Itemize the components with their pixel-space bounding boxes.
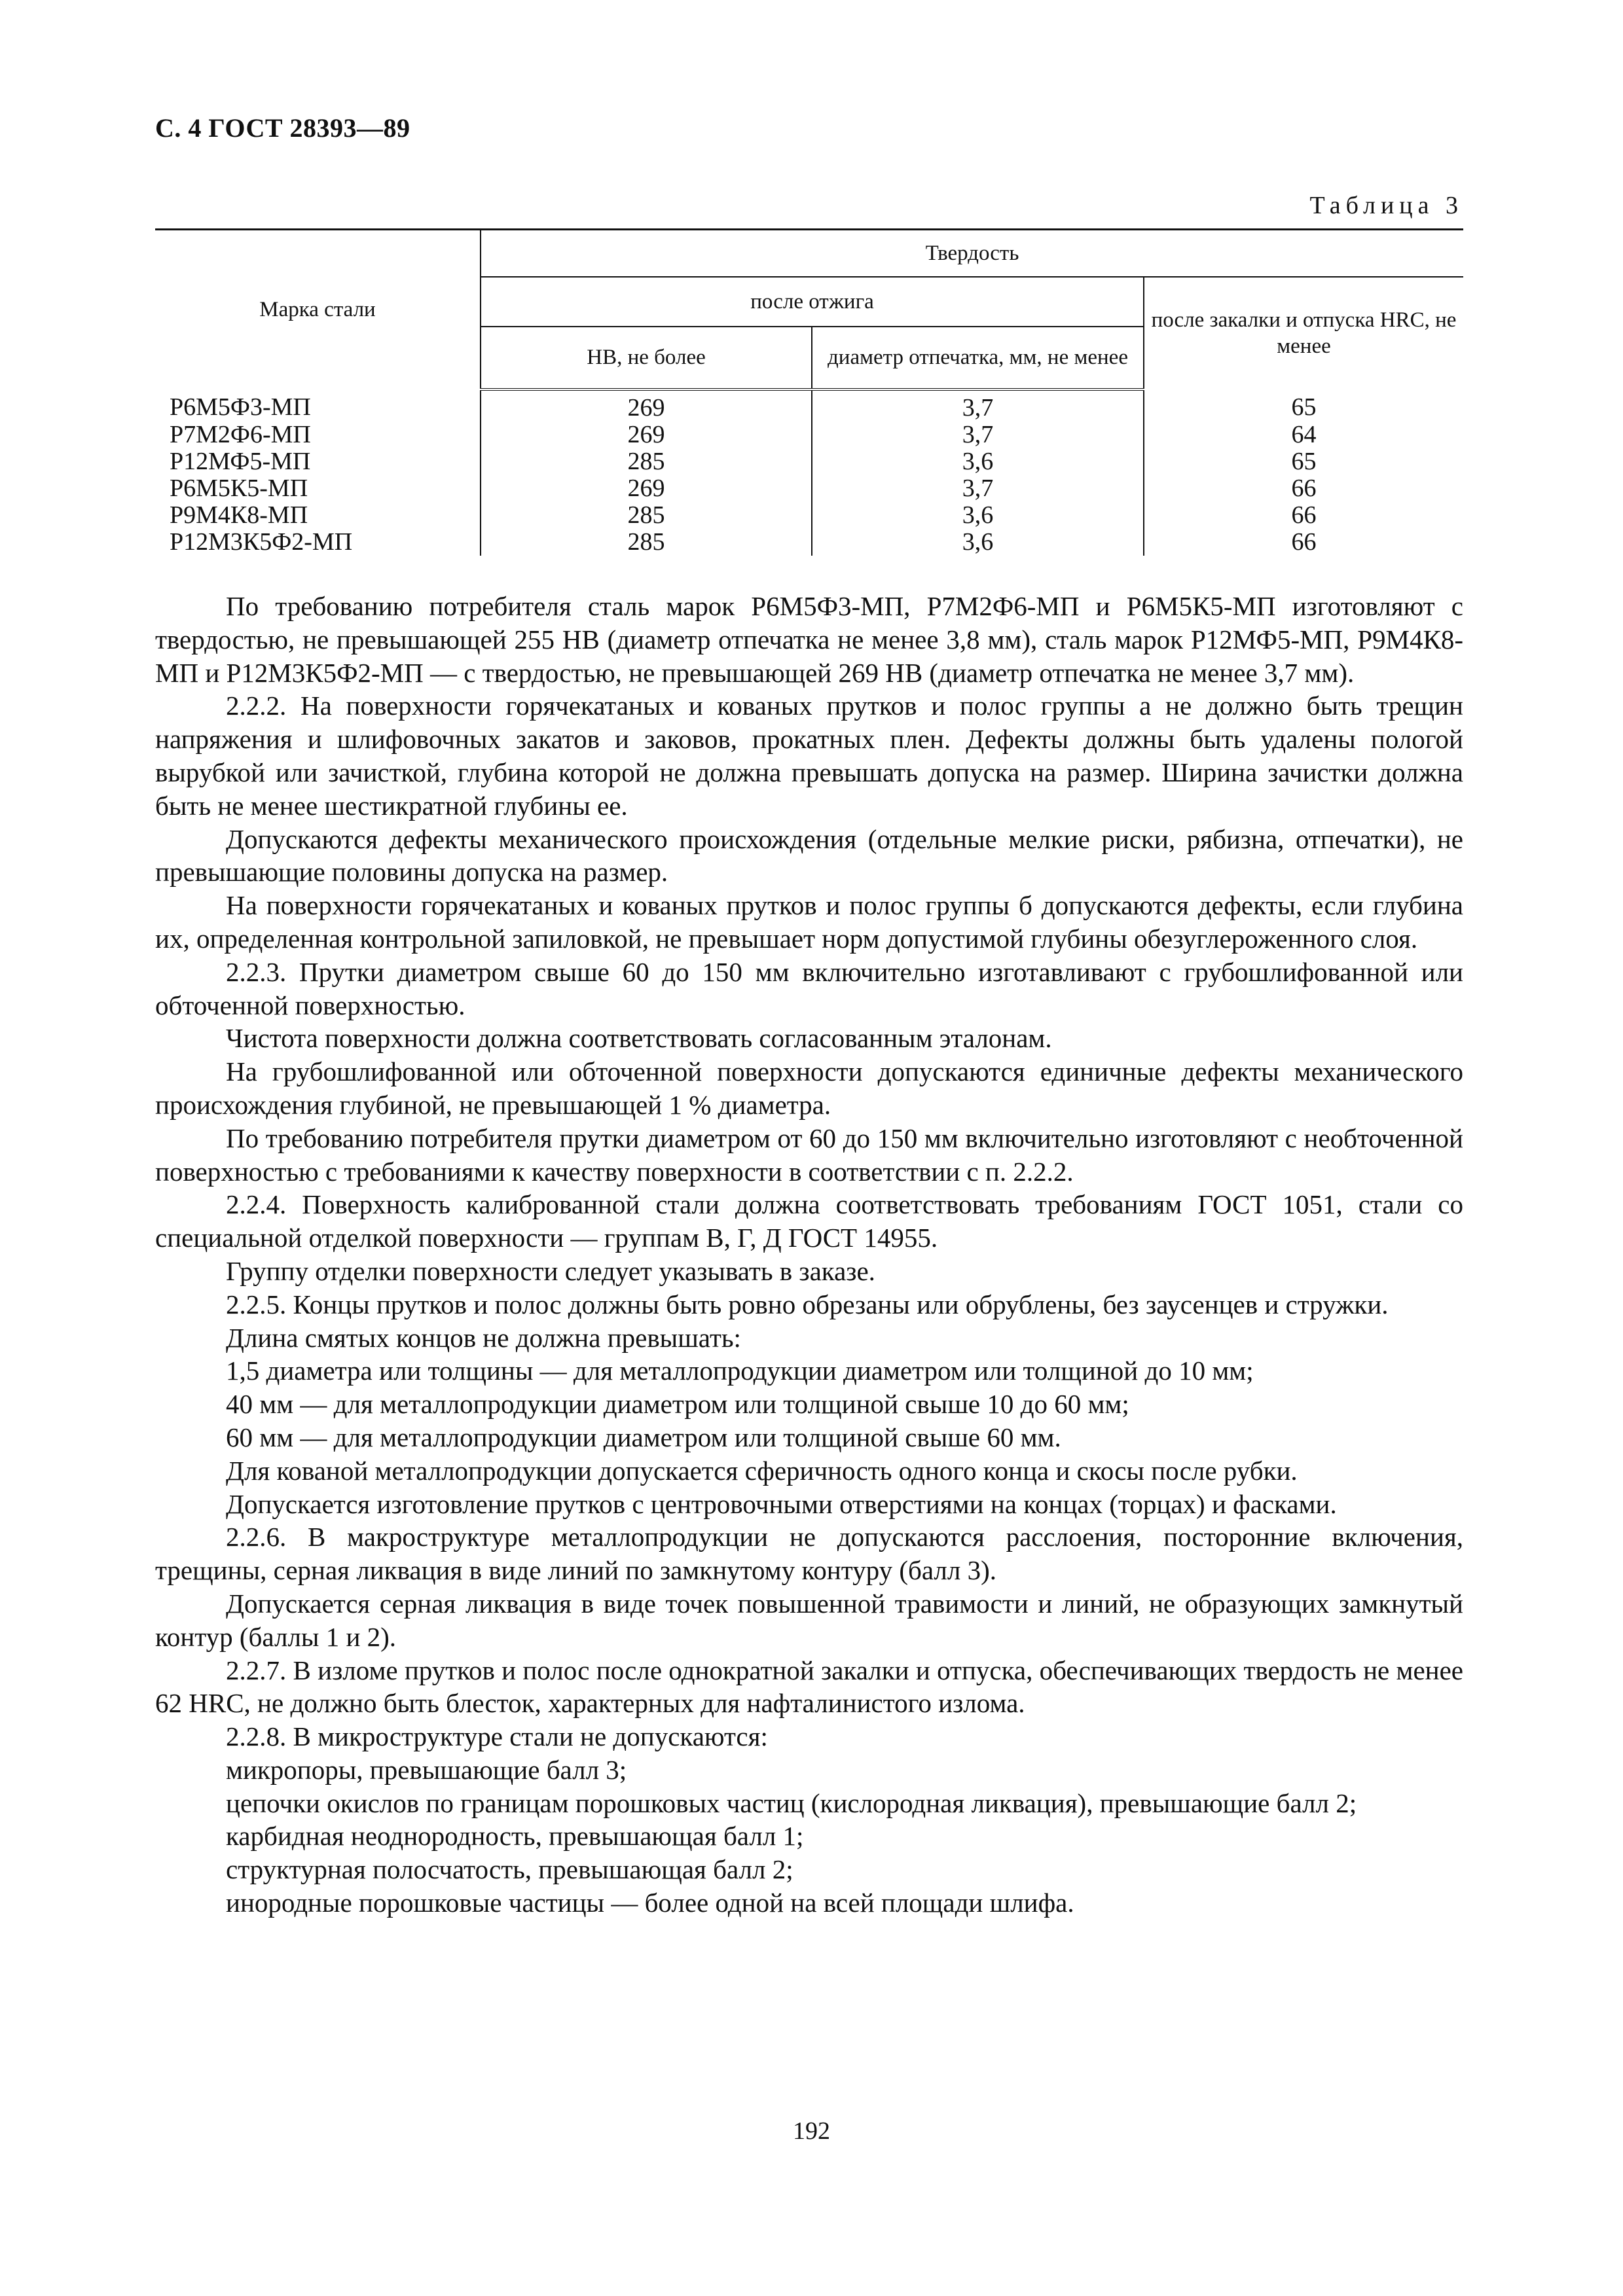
paragraph: 2.2.2. На поверхности горячекатаных и кованых прутков и полос группы а не должно быть трещин напряжения и шлифовочных закатов и заковов, прокатных плен. Дефекты должны быть удалены пологой вырубкой или зачисткой, глубина которой не должна превышать допуска на размер. Ширина зачистки должна быть не менее шестикратной глубины ее. bbox=[155, 691, 1463, 821]
paragraph: 2.2.8. В микроструктуре стали не допускаются: bbox=[226, 1721, 768, 1752]
paragraph: 2.2.6. В макроструктуре металлопродукции не допускаются расслоения, посторонние включения, трещины, серная ликвация в виде линий по замкнутому контуру (балл 3). bbox=[155, 1522, 1463, 1586]
cell-diameter: 3,7 bbox=[812, 475, 1144, 502]
cell-diameter: 3,6 bbox=[812, 529, 1144, 556]
cell-hb: 269 bbox=[481, 389, 812, 422]
paragraph: 2.2.3. Прутки диаметром свыше 60 до 150 мм включительно изготавливают с грубошлифованной или обточенной поверхностью. bbox=[155, 956, 1463, 1020]
col-header-hb: НВ, не более bbox=[481, 327, 812, 389]
table-row bbox=[155, 389, 1463, 422]
paragraph: микропоры, превышающие балл 3; bbox=[226, 1754, 627, 1785]
cell-grade: Р12М3К5Ф2-МП bbox=[170, 528, 353, 556]
cell-hrc: 64 bbox=[1144, 422, 1463, 448]
body-text bbox=[155, 590, 1463, 1920]
cell-hrc: 66 bbox=[1144, 502, 1463, 529]
col-header-grade: Марка стали bbox=[259, 298, 376, 322]
cell-hrc: 65 bbox=[1144, 448, 1463, 475]
table-row bbox=[155, 502, 1463, 529]
cell-hb: 285 bbox=[481, 529, 812, 556]
cell-hrc: 66 bbox=[1144, 475, 1463, 502]
cell-hb: 269 bbox=[481, 422, 812, 448]
paragraph: 2.2.4. Поверхность калиброванной стали должна соответствовать требованиям ГОСТ 1051, стали со специальной отделкой поверхности — группам В, Г, Д ГОСТ 14955. bbox=[155, 1189, 1463, 1253]
table-row bbox=[155, 475, 1463, 502]
paragraph: 1,5 диаметра или толщины — для металлопродукции диаметром или толщиной до 10 мм; bbox=[226, 1355, 1254, 1386]
cell-hrc: 66 bbox=[1144, 529, 1463, 556]
page-header: С. 4 ГОСТ 28393—89 bbox=[155, 113, 410, 143]
table-caption: Таблица 3 bbox=[1309, 192, 1463, 219]
paragraph: 2.2.7. В изломе прутков и полос после однократной закалки и отпуска, обеспечивающих твердость не менее 62 HRC, не должно быть блесток, характерных для нафталинистого излома. bbox=[155, 1655, 1463, 1719]
paragraph: По требованию потребителя прутки диаметром от 60 до 150 мм включительно изготовляют с необточенной поверхностью с требованиями к качеству поверхности в соответствии с п. 2.2.2. bbox=[155, 1122, 1463, 1187]
table-row bbox=[155, 422, 1463, 448]
cell-diameter: 3,7 bbox=[812, 389, 1144, 422]
paragraph: Для кованой металлопродукции допускается сферичность одного конца и скосы после рубки. bbox=[226, 1455, 1298, 1486]
cell-grade: Р12МФ5-МП bbox=[170, 447, 311, 475]
paragraph: На поверхности горячекатаных и кованых прутков и полос группы б допускаются дефекты, если глубина их, определенная контрольной запиловкой, не превышает норм допустимой глубины обезуглероженного слоя. bbox=[155, 890, 1463, 954]
hardness-table bbox=[155, 228, 1463, 556]
table-body bbox=[155, 389, 1463, 556]
paragraph: 40 мм — для металлопродукции диаметром или толщиной свыше 10 до 60 мм; bbox=[226, 1389, 1129, 1420]
cell-hrc: 65 bbox=[1144, 389, 1463, 422]
cell-grade: Р9М4К8-МП bbox=[170, 501, 308, 529]
paragraph: Допускаются дефекты механического происхождения (отдельные мелкие риски, рябизна, отпечатки), не превышающие половины допуска на размер. bbox=[155, 823, 1463, 888]
cell-hb: 269 bbox=[481, 475, 812, 502]
paragraph: Длина смятых концов не должна превышать: bbox=[226, 1322, 741, 1353]
paragraph: карбидная неоднородность, превышающая балл 1; bbox=[226, 1821, 804, 1852]
paragraph: Допускается изготовление прутков с центровочными отверстиями на концах (торцах) и фасками. bbox=[226, 1488, 1337, 1519]
group-header-hardness: Твердость bbox=[481, 230, 1463, 277]
cell-diameter: 3,6 bbox=[812, 502, 1144, 529]
paragraph: структурная полосчатость, превышающая балл 2; bbox=[226, 1854, 793, 1885]
paragraph: По требованию потребителя сталь марок Р6М5Ф3-МП, Р7М2Ф6-МП и Р6М5К5-МП изготовляют с твердостью, не превышающей 255 НВ (диаметр отпечатка не менее 3,8 мм), сталь марок Р12МФ5-МП, Р9М4К8-МП и Р12М3К5Ф2-МП — с твердостью, не превышающей 269 НВ (диаметр отпечатка не менее 3,7 мм). bbox=[155, 591, 1463, 688]
table-row bbox=[155, 529, 1463, 556]
cell-grade: Р6М5Ф3-МП bbox=[170, 393, 311, 421]
cell-diameter: 3,6 bbox=[812, 448, 1144, 475]
paragraph: 2.2.5. Концы прутков и полос должны быть ровно обрезаны или обрублены, без заусенцев и стружки. bbox=[226, 1289, 1389, 1319]
cell-grade: Р7М2Ф6-МП bbox=[170, 420, 311, 448]
paragraph: инородные порошковые частицы — более одной на всей площади шлифа. bbox=[226, 1888, 1074, 1918]
col-header-diameter: диаметр отпечатка, мм, не менее bbox=[812, 327, 1144, 389]
page-number: 192 bbox=[793, 2117, 830, 2145]
paragraph: 60 мм — для металлопродукции диаметром или толщиной свыше 60 мм. bbox=[226, 1422, 1061, 1452]
cell-hb: 285 bbox=[481, 502, 812, 529]
group-header-annealed: после отжига bbox=[481, 277, 1144, 327]
paragraph: Допускается серная ликвация в виде точек повышенной травимости и линий, не образующих замкнутый контур (баллы 1 и 2). bbox=[155, 1588, 1463, 1652]
table-row bbox=[155, 448, 1463, 475]
paragraph: Чистота поверхности должна соответствовать согласованным эталонам. bbox=[226, 1023, 1052, 1054]
cell-hb: 285 bbox=[481, 448, 812, 475]
paragraph: Группу отделки поверхности следует указывать в заказе. bbox=[226, 1255, 875, 1286]
paragraph: цепочки окислов по границам порошковых частиц (кислородная ликвация), превышающие балл 2; bbox=[226, 1787, 1357, 1818]
cell-diameter: 3,7 bbox=[812, 422, 1144, 448]
paragraph: На грубошлифованной или обточенной поверхности допускаются единичные дефекты механического происхождения глубиной, не превышающей 1 % диаметра. bbox=[155, 1056, 1463, 1120]
cell-grade: Р6М5К5-МП bbox=[170, 474, 308, 502]
col-header-hrc: после закалки и отпуска HRC, не менее bbox=[1144, 277, 1463, 389]
